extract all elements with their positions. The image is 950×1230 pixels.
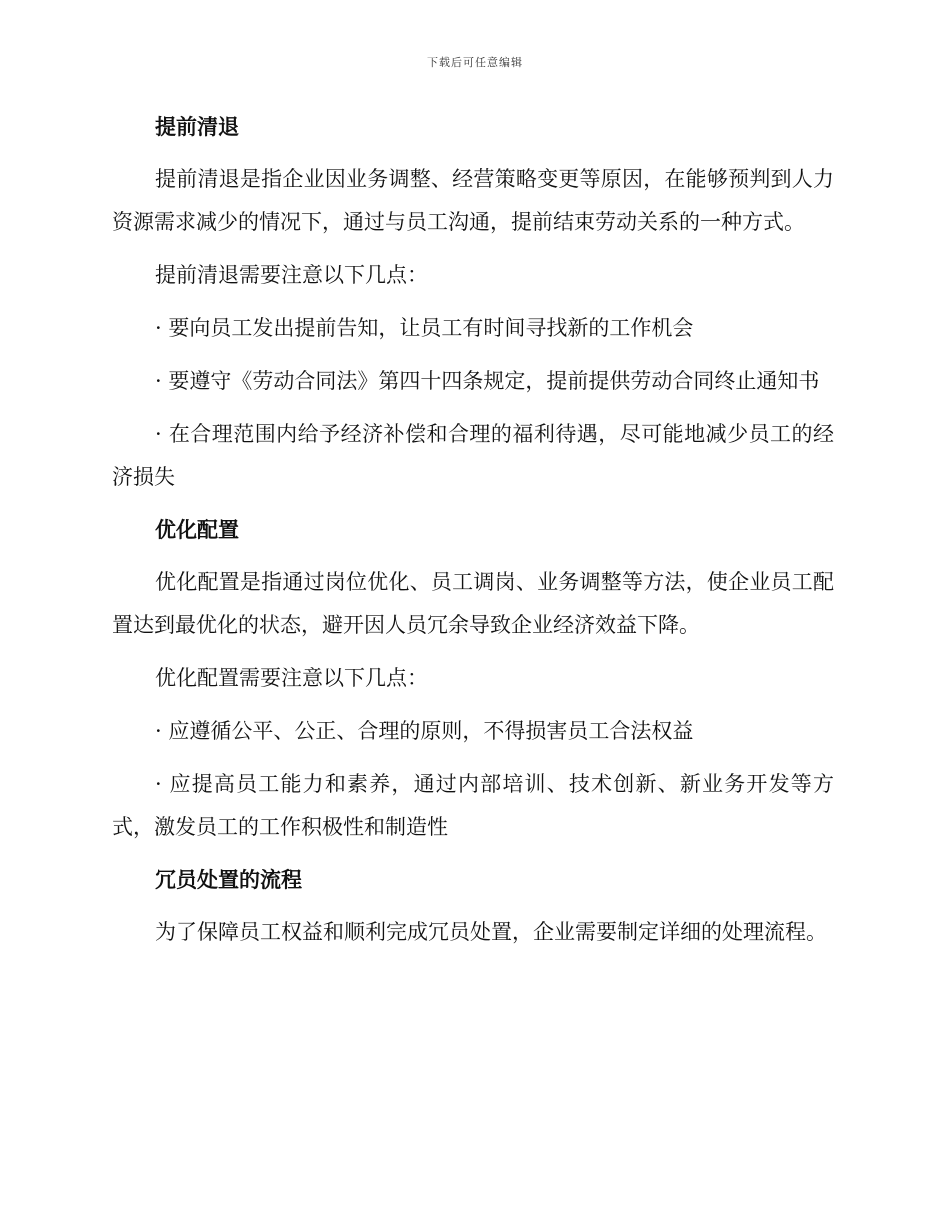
bullet-item: · 应遵循公平、公正、合理的原则，不得损害员工合法权益 [155,719,694,743]
section-heading-process: 冗员处置的流程 [155,868,302,892]
paragraph: 为了保障员工权益和顺利完成冗员处置，企业需要制定详细的处理流程。 [155,920,827,944]
paragraph: 提前清退是指企业因业务调整、经营策略变更等原因，在能够预判到人力资源需求减少的情况下，通过与员工沟通，提前结束劳动关系的一种方式。 [112,167,834,234]
paragraph: 优化配置需要注意以下几点： [155,666,428,690]
paragraph: 提前清退需要注意以下几点： [155,263,428,287]
section-heading-optimized-allocation: 优化配置 [155,518,239,542]
paragraph: 优化配置是指通过岗位优化、员工调岗、业务调整等方法，使企业员工配置达到最优化的状态，避开因人员冗余导致企业经济效益下降。 [112,570,834,637]
page-header-note: 下载后可任意编辑 [427,56,523,69]
bullet-item: · 在合理范围内给予经济补偿和合理的福利待遇，尽可能地减少员工的经济损失 [112,422,834,489]
section-heading-early-dismissal: 提前清退 [155,115,239,139]
bullet-item: · 应提高员工能力和素养，通过内部培训、技术创新、新业务开发等方式，激发员工的工作积极性和制造性 [112,772,834,839]
bullet-item: · 要向员工发出提前告知，让员工有时间寻找新的工作机会 [155,316,694,340]
document-body [112,106,834,964]
bullet-item: · 要遵守《劳动合同法》第四十四条规定，提前提供劳动合同终止通知书 [155,369,820,393]
